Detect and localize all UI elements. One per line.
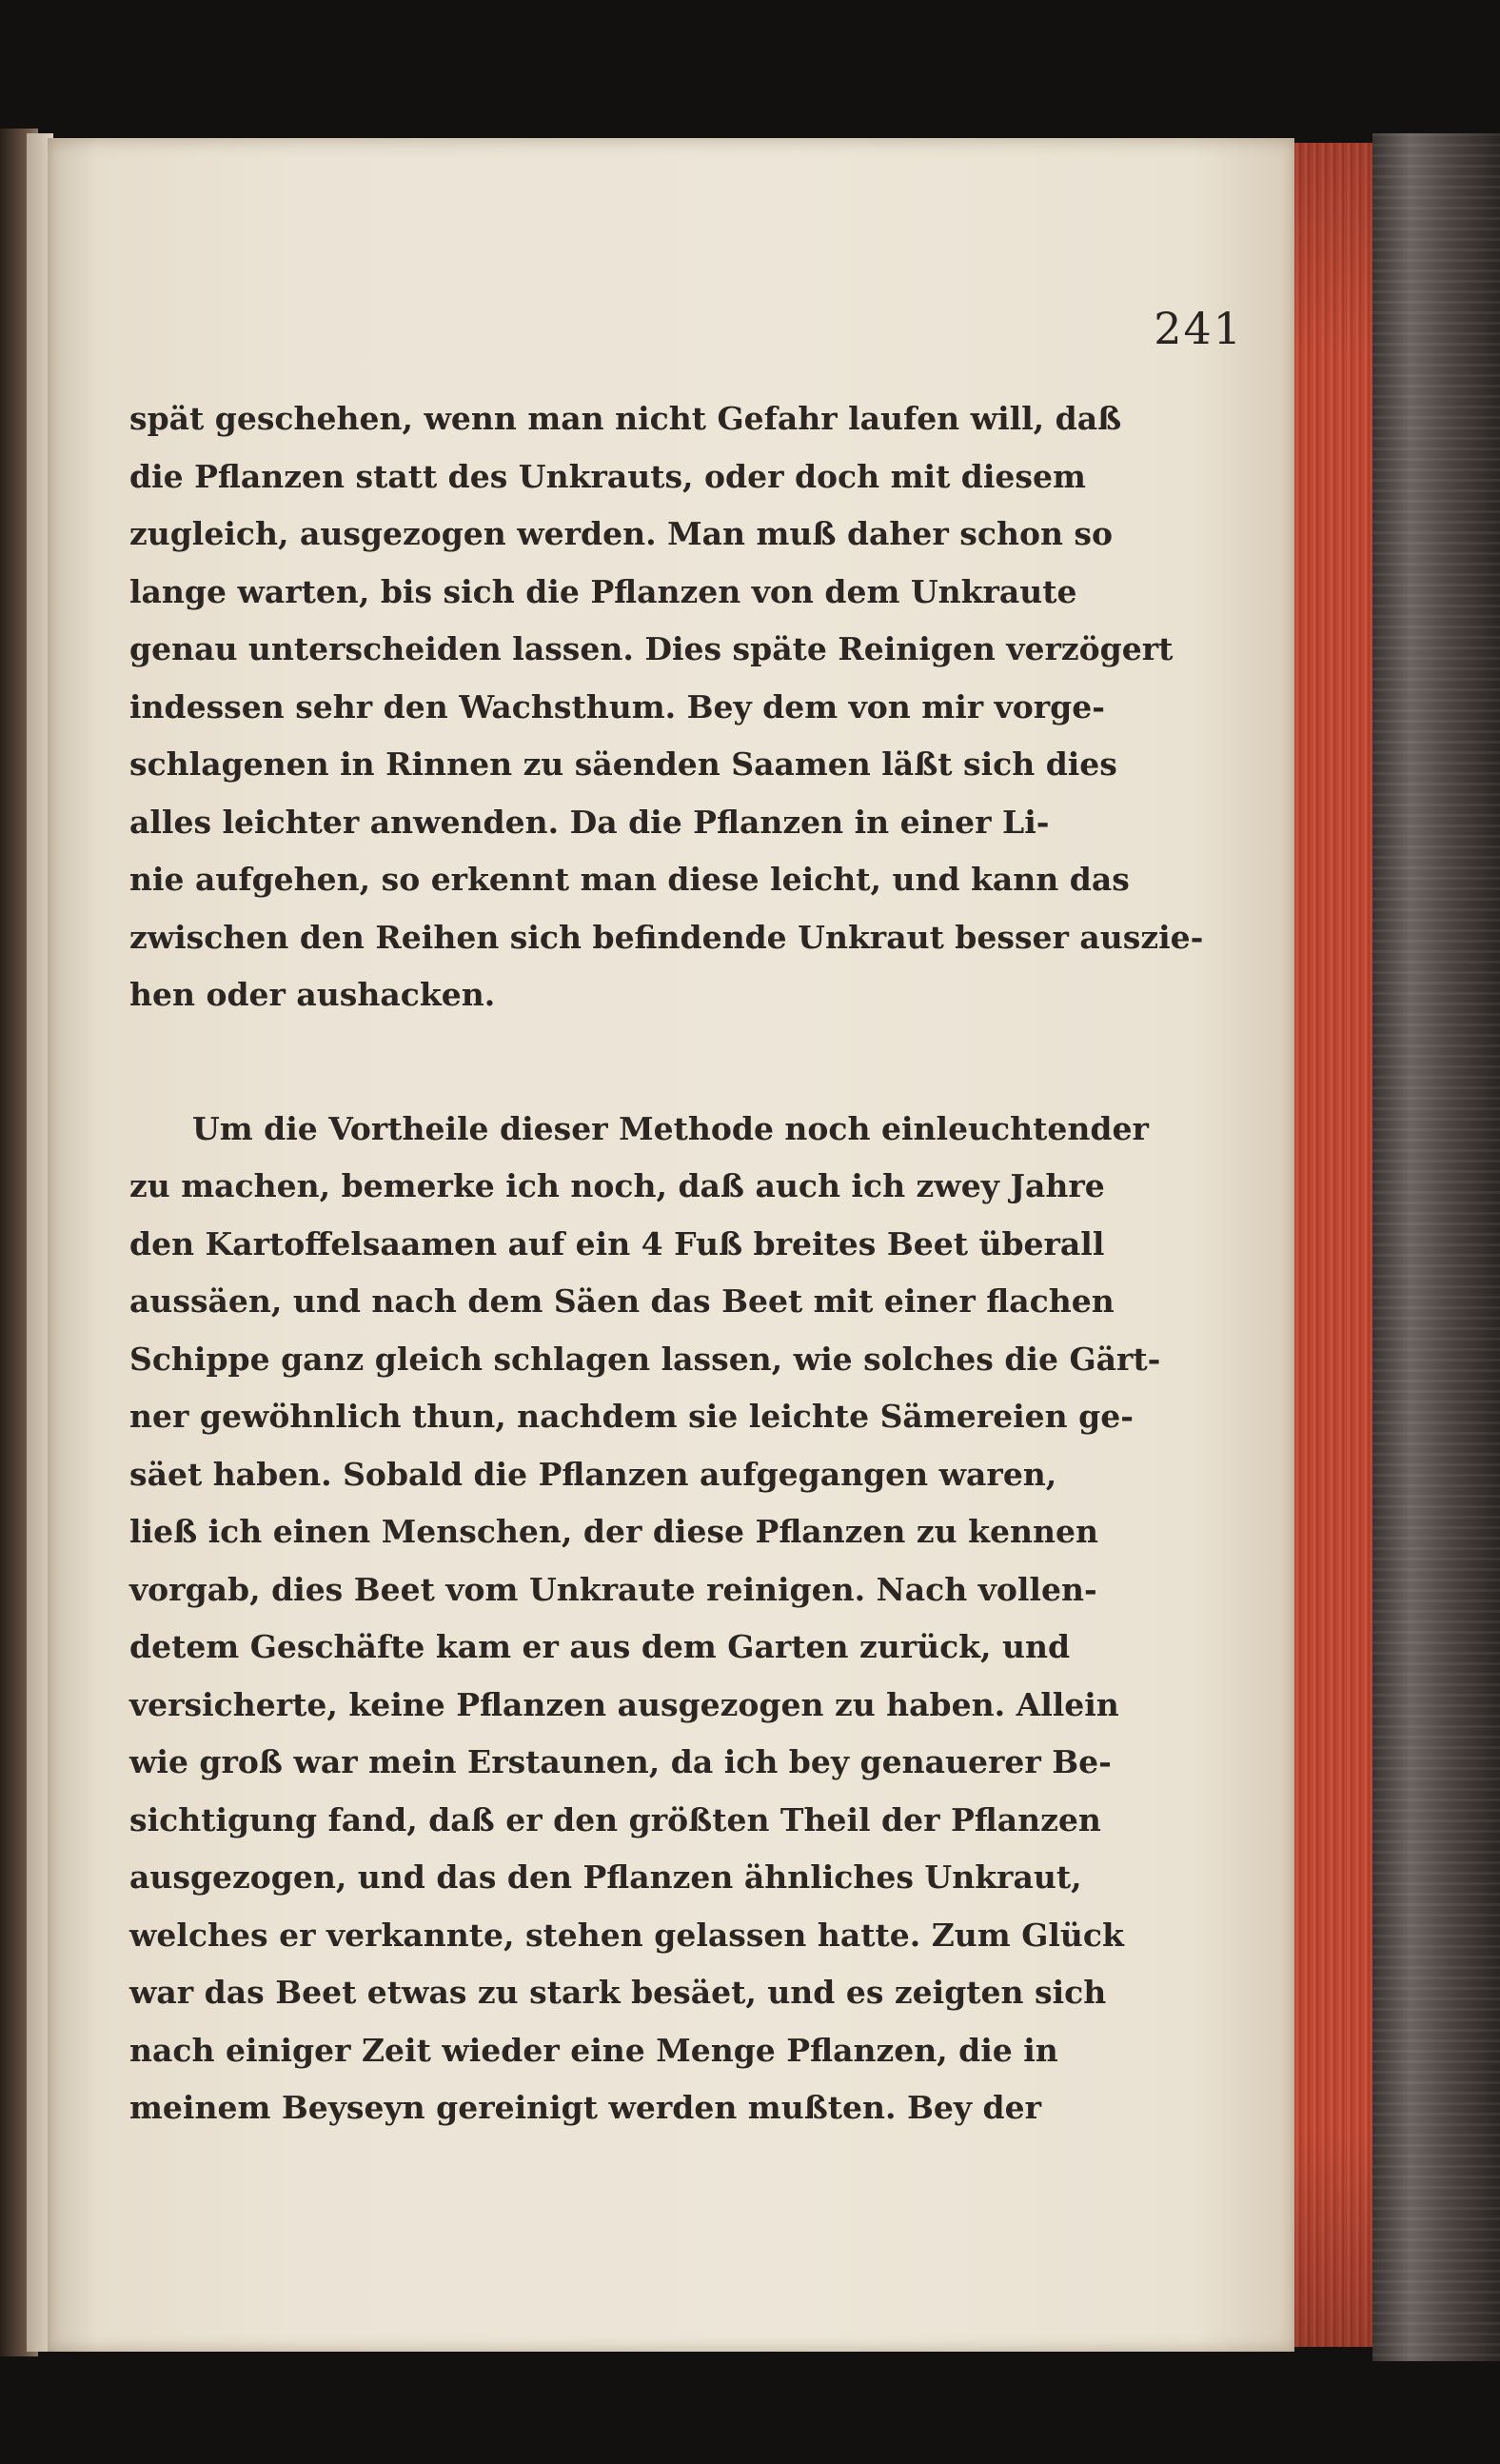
text-line: wie groß war mein Erstaunen, da ich bey genauerer Be-	[129, 1743, 1112, 1780]
body-text	[129, 390, 1204, 2137]
text-line: zu machen, bemerke ich noch, daß auch ich zwey Jahre	[129, 1167, 1105, 1204]
text-line: genau unterscheiden lassen. Dies späte Reinigen verzögert	[129, 630, 1174, 667]
text-line: nach einiger Zeit wieder eine Menge Pflanzen, die in	[129, 2031, 1058, 2069]
text-line: die Pflanzen statt des Unkrauts, oder doch mit diesem	[129, 457, 1086, 495]
text-line: versicherte, keine Pflanzen ausgezogen zu haben. Allein	[129, 1685, 1119, 1723]
text-line: detem Geschäfte kam er aus dem Garten zurück, und	[129, 1628, 1071, 1665]
text-line: ner gewöhnlich thun, nachdem sie leichte Sämereien ge-	[129, 1398, 1134, 1435]
text-line: zwischen den Reihen sich befindende Unkraut besser auszie-	[129, 918, 1204, 956]
text-line: aussäen, und nach dem Säen das Beet mit einer flachen	[129, 1282, 1115, 1320]
paragraph-gap	[129, 1024, 1034, 1101]
text-line: zugleich, ausgezogen werden. Man muß daher schon so	[129, 515, 1114, 552]
text-line: war das Beet etwas zu stark besäet, und es zeigten sich	[129, 1974, 1107, 2011]
paragraph-1	[129, 390, 1204, 1024]
text-line: welches er verkannte, stehen gelassen hatte. Zum Glück	[129, 1916, 1124, 1954]
text-line: alles leichter anwenden. Da die Pflanzen in einer Li-	[129, 803, 1050, 841]
text-line: meinem Beyseyn gereinigt werden mußten. Bey der	[129, 2089, 1041, 2126]
text-line: nie aufgehen, so erkennt man diese leicht, und kann das	[129, 861, 1130, 898]
text-line: ausgezogen, und das den Pflanzen ähnliches Unkraut,	[129, 1858, 1082, 1896]
text-line: vorgab, dies Beet vom Unkraute reinigen. Nach vollen-	[129, 1570, 1097, 1608]
text-line: spät geschehen, wenn man nicht Gefahr laufen will, daß	[129, 400, 1122, 437]
text-line: lange warten, bis sich die Pflanzen von dem Unkraute	[129, 572, 1077, 610]
text-line: säet haben. Sobald die Pflanzen aufgegangen waren,	[129, 1455, 1057, 1493]
book-spine	[1372, 133, 1500, 2361]
text-line: indessen sehr den Wachsthum. Bey dem von mir vorge-	[129, 687, 1105, 725]
paragraph-2	[129, 1101, 1161, 2137]
page-edge-shadow	[1294, 143, 1372, 2347]
text-line: Schippe ganz gleich schlagen lassen, wie solches die Gärt-	[129, 1340, 1161, 1378]
text-line: ließ ich einen Menschen, der diese Pflanzen zu kennen	[129, 1513, 1098, 1550]
text-line: hen oder aushacken.	[129, 976, 496, 1013]
text-line: sichtigung fand, daß er den größten Theil der Pflanzen	[129, 1800, 1101, 1838]
text-line: Um die Vortheile dieser Methode noch einleuchtender	[192, 1109, 1149, 1147]
text-line: schlagenen in Rinnen zu säenden Saamen läßt sich dies	[129, 745, 1117, 783]
page-number: 241	[1154, 303, 1243, 354]
text-line: den Kartoffelsaamen auf ein 4 Fuß breites Beet überall	[129, 1224, 1105, 1262]
